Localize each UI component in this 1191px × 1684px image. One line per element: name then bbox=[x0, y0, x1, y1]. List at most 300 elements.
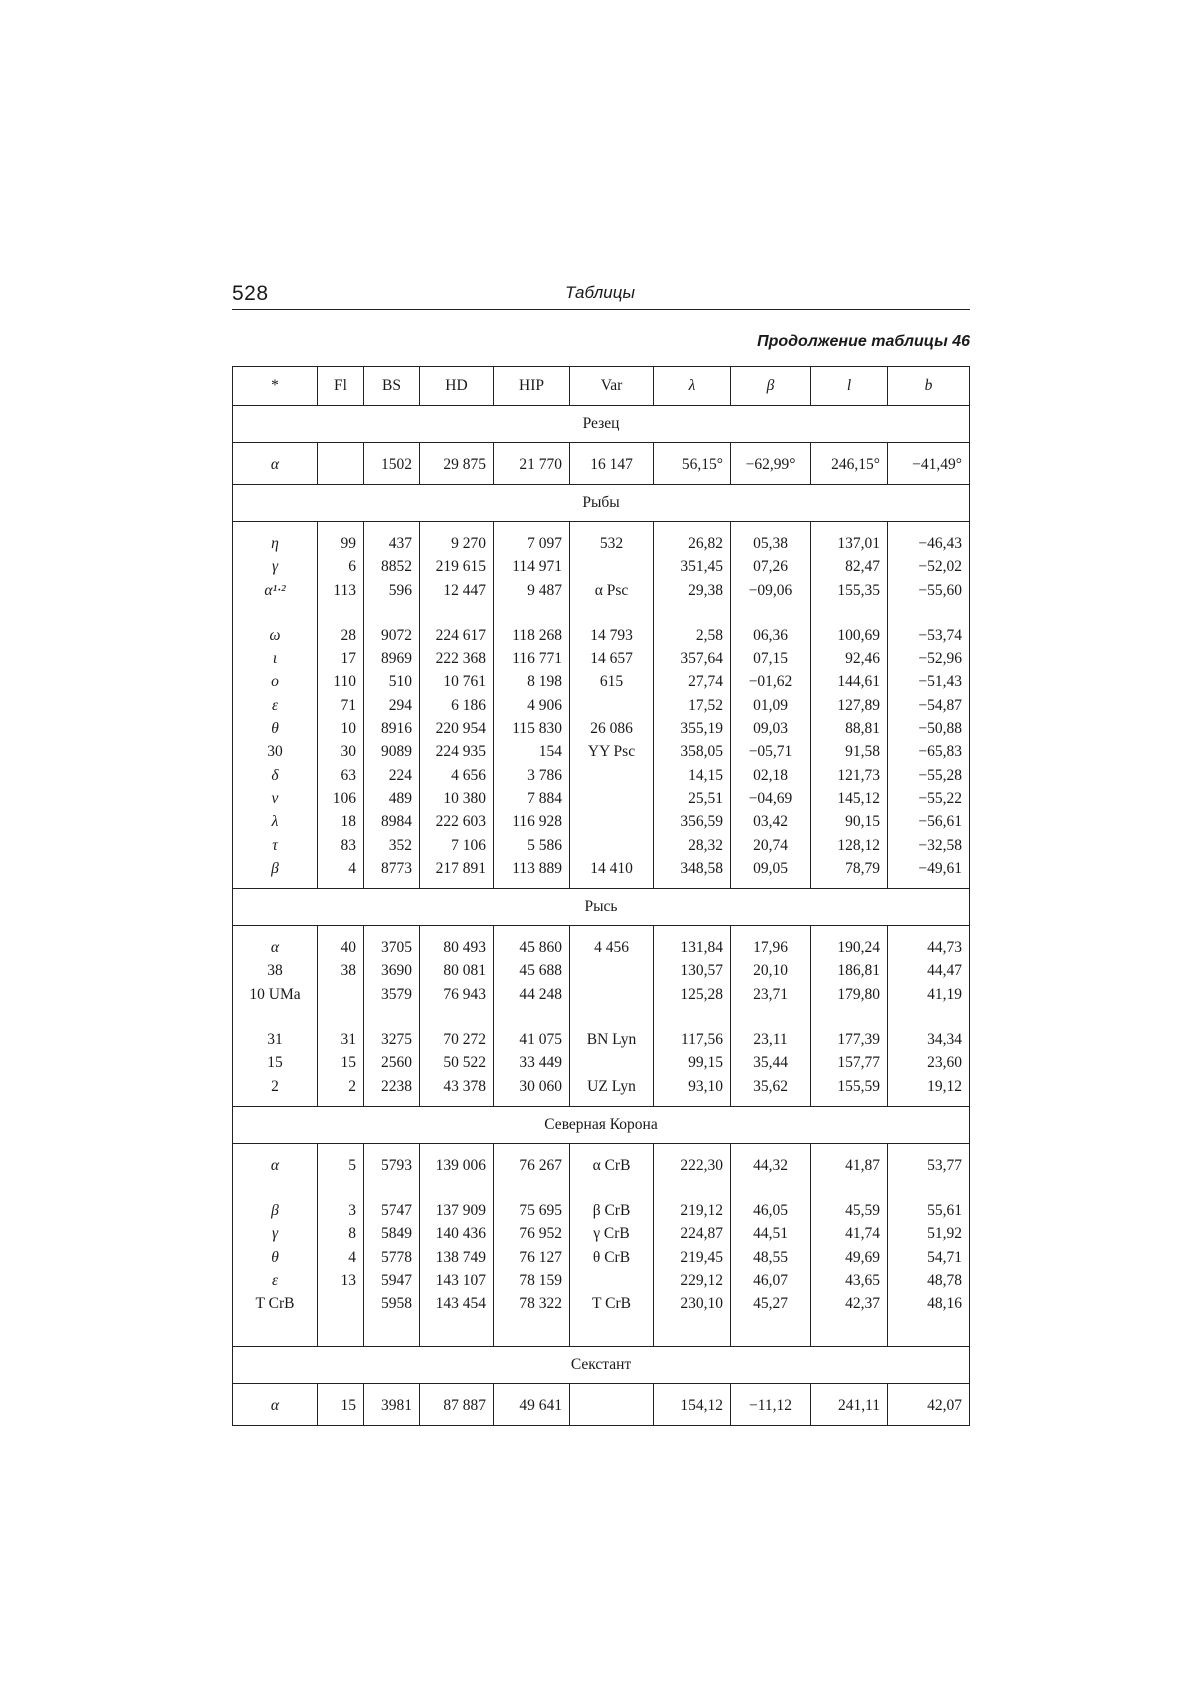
cell-star: θ bbox=[233, 717, 318, 740]
cell-b: 44,47 bbox=[888, 960, 970, 983]
cell-var bbox=[570, 556, 654, 579]
group-spacer-row bbox=[233, 1178, 970, 1200]
spacer-cell bbox=[570, 602, 654, 624]
cell-l: 145,12 bbox=[811, 787, 888, 810]
cell-bs: 8852 bbox=[364, 556, 420, 579]
cell-bs: 5849 bbox=[364, 1223, 420, 1246]
cell-star: ω bbox=[233, 624, 318, 647]
cell-hd: 4 656 bbox=[420, 764, 494, 787]
cell-fl: 38 bbox=[318, 960, 364, 983]
cell-fl: 40 bbox=[318, 926, 364, 960]
table-row bbox=[233, 1246, 970, 1269]
table-row bbox=[233, 1293, 970, 1324]
cell-bs: 596 bbox=[364, 579, 420, 602]
spacer-cell bbox=[318, 1178, 364, 1200]
cell-beta: 20,10 bbox=[731, 960, 811, 983]
cell-l: 49,69 bbox=[811, 1246, 888, 1269]
cell-star: β bbox=[233, 857, 318, 889]
cell-star: 31 bbox=[233, 1028, 318, 1051]
cell-beta: −11,12 bbox=[731, 1384, 811, 1426]
cell-lambda: 219,12 bbox=[654, 1200, 731, 1223]
cell-hip: 76 267 bbox=[494, 1144, 570, 1178]
cell-hip: 116 771 bbox=[494, 647, 570, 670]
header-cell-hd: HD bbox=[420, 367, 494, 406]
running-title: Таблицы bbox=[565, 283, 635, 302]
cell-hd: 80 493 bbox=[420, 926, 494, 960]
cell-b: −54,87 bbox=[888, 694, 970, 717]
cell-star: ε bbox=[233, 1269, 318, 1292]
spacer-cell bbox=[233, 602, 318, 624]
cell-star: α bbox=[233, 1144, 318, 1178]
spacer-cell bbox=[731, 602, 811, 624]
cell-lambda: 26,82 bbox=[654, 522, 731, 556]
table-row bbox=[233, 647, 970, 670]
spacer-cell bbox=[811, 1178, 888, 1200]
cell-star: α¹·² bbox=[233, 579, 318, 602]
cell-hd: 224 935 bbox=[420, 741, 494, 764]
cell-hd: 70 272 bbox=[420, 1028, 494, 1051]
cell-beta: 44,51 bbox=[731, 1223, 811, 1246]
cell-beta: 46,05 bbox=[731, 1200, 811, 1223]
cell-fl: 106 bbox=[318, 787, 364, 810]
cell-beta: 46,07 bbox=[731, 1269, 811, 1292]
spacer-cell bbox=[731, 1006, 811, 1028]
cell-var: 14 657 bbox=[570, 647, 654, 670]
header-cell-l: l bbox=[811, 367, 888, 406]
cell-b: 34,34 bbox=[888, 1028, 970, 1051]
cell-b: −50,88 bbox=[888, 717, 970, 740]
spacer-cell bbox=[494, 1006, 570, 1028]
cell-star: η bbox=[233, 522, 318, 556]
cell-fl: 4 bbox=[318, 1246, 364, 1269]
cell-fl: 18 bbox=[318, 811, 364, 834]
cell-hip: 21 770 bbox=[494, 443, 570, 485]
cell-lambda: 351,45 bbox=[654, 556, 731, 579]
cell-fl: 63 bbox=[318, 764, 364, 787]
cell-bs: 5958 bbox=[364, 1293, 420, 1324]
cell-star: 2 bbox=[233, 1075, 318, 1107]
cell-hd: 6 186 bbox=[420, 694, 494, 717]
table-body bbox=[233, 406, 970, 1426]
spacer-cell bbox=[570, 1006, 654, 1028]
cell-bs: 3275 bbox=[364, 1028, 420, 1051]
section-header-row bbox=[233, 889, 970, 926]
cell-beta: 35,62 bbox=[731, 1075, 811, 1107]
cell-beta: −04,69 bbox=[731, 787, 811, 810]
cell-var: 14 793 bbox=[570, 624, 654, 647]
cell-b: 19,12 bbox=[888, 1075, 970, 1107]
cell-var: 532 bbox=[570, 522, 654, 556]
cell-bs: 5778 bbox=[364, 1246, 420, 1269]
table-caption: Продолжение таблицы 46 bbox=[757, 333, 970, 350]
spacer-cell bbox=[233, 1324, 318, 1347]
spacer-cell bbox=[420, 602, 494, 624]
cell-l: 155,35 bbox=[811, 579, 888, 602]
cell-var: 14 410 bbox=[570, 857, 654, 889]
cell-b: 48,78 bbox=[888, 1269, 970, 1292]
cell-b: 48,16 bbox=[888, 1293, 970, 1324]
cell-lambda: 230,10 bbox=[654, 1293, 731, 1324]
cell-beta: 35,44 bbox=[731, 1052, 811, 1075]
cell-star: T CrB bbox=[233, 1293, 318, 1324]
cell-l: 177,39 bbox=[811, 1028, 888, 1051]
cell-var: T CrB bbox=[570, 1293, 654, 1324]
cell-fl: 71 bbox=[318, 694, 364, 717]
cell-hd: 12 447 bbox=[420, 579, 494, 602]
cell-lambda: 356,59 bbox=[654, 811, 731, 834]
cell-var bbox=[570, 694, 654, 717]
table-row bbox=[233, 1200, 970, 1223]
cell-hip: 76 952 bbox=[494, 1223, 570, 1246]
table-row bbox=[233, 741, 970, 764]
cell-fl bbox=[318, 1293, 364, 1324]
cell-b: 42,07 bbox=[888, 1384, 970, 1426]
cell-bs: 224 bbox=[364, 764, 420, 787]
header-cell-hip: HIP bbox=[494, 367, 570, 406]
cell-fl: 15 bbox=[318, 1384, 364, 1426]
cell-hip: 118 268 bbox=[494, 624, 570, 647]
cell-b: −56,61 bbox=[888, 811, 970, 834]
cell-l: 155,59 bbox=[811, 1075, 888, 1107]
cell-star: γ bbox=[233, 556, 318, 579]
table-row bbox=[233, 717, 970, 740]
header-cell-star: * bbox=[233, 367, 318, 406]
spacer-cell bbox=[318, 602, 364, 624]
cell-bs: 9072 bbox=[364, 624, 420, 647]
spacer-cell bbox=[731, 1178, 811, 1200]
cell-b: 51,92 bbox=[888, 1223, 970, 1246]
spacer-cell bbox=[570, 1178, 654, 1200]
cell-hip: 114 971 bbox=[494, 556, 570, 579]
table-row bbox=[233, 857, 970, 889]
cell-fl: 3 bbox=[318, 1200, 364, 1223]
cell-hip: 41 075 bbox=[494, 1028, 570, 1051]
cell-beta: 07,15 bbox=[731, 647, 811, 670]
cell-hip: 33 449 bbox=[494, 1052, 570, 1075]
cell-lambda: 130,57 bbox=[654, 960, 731, 983]
table-row bbox=[233, 1075, 970, 1107]
cell-l: 190,24 bbox=[811, 926, 888, 960]
cell-bs: 5747 bbox=[364, 1200, 420, 1223]
cell-beta: 06,36 bbox=[731, 624, 811, 647]
cell-b: −41,49° bbox=[888, 443, 970, 485]
cell-beta: 20,74 bbox=[731, 834, 811, 857]
cell-b: −49,61 bbox=[888, 857, 970, 889]
cell-var: 4 456 bbox=[570, 926, 654, 960]
cell-hd: 217 891 bbox=[420, 857, 494, 889]
cell-b: −55,22 bbox=[888, 787, 970, 810]
cell-bs: 2560 bbox=[364, 1052, 420, 1075]
table-row bbox=[233, 579, 970, 602]
cell-beta: −05,71 bbox=[731, 741, 811, 764]
cell-bs: 5947 bbox=[364, 1269, 420, 1292]
table-row bbox=[233, 1269, 970, 1292]
cell-bs: 9089 bbox=[364, 741, 420, 764]
cell-lambda: 224,87 bbox=[654, 1223, 731, 1246]
cell-beta: −01,62 bbox=[731, 671, 811, 694]
cell-star: 30 bbox=[233, 741, 318, 764]
cell-b: 44,73 bbox=[888, 926, 970, 960]
cell-b: 23,60 bbox=[888, 1052, 970, 1075]
header-cell-lambda: λ bbox=[654, 367, 731, 406]
cell-var: γ CrB bbox=[570, 1223, 654, 1246]
cell-bs: 8969 bbox=[364, 647, 420, 670]
group-spacer-row bbox=[233, 1324, 970, 1347]
header-cell-var: Var bbox=[570, 367, 654, 406]
cell-star: ο bbox=[233, 671, 318, 694]
cell-var: UZ Lyn bbox=[570, 1075, 654, 1107]
cell-beta: 23,11 bbox=[731, 1028, 811, 1051]
table-row bbox=[233, 671, 970, 694]
spacer-cell bbox=[318, 1324, 364, 1347]
cell-l: 41,74 bbox=[811, 1223, 888, 1246]
constellation-name: Рыбы bbox=[233, 485, 970, 522]
spacer-cell bbox=[364, 602, 420, 624]
cell-hd: 50 522 bbox=[420, 1052, 494, 1075]
cell-bs: 8773 bbox=[364, 857, 420, 889]
table-row bbox=[233, 1028, 970, 1051]
cell-star: θ bbox=[233, 1246, 318, 1269]
cell-hd: 10 380 bbox=[420, 787, 494, 810]
table-row bbox=[233, 811, 970, 834]
cell-beta: 02,18 bbox=[731, 764, 811, 787]
cell-hip: 8 198 bbox=[494, 671, 570, 694]
cell-l: 91,58 bbox=[811, 741, 888, 764]
spacer-cell bbox=[420, 1006, 494, 1028]
cell-lambda: 117,56 bbox=[654, 1028, 731, 1051]
cell-l: 246,15° bbox=[811, 443, 888, 485]
spacer-cell bbox=[811, 1324, 888, 1347]
cell-hip: 9 487 bbox=[494, 579, 570, 602]
cell-l: 121,73 bbox=[811, 764, 888, 787]
cell-l: 241,11 bbox=[811, 1384, 888, 1426]
cell-l: 43,65 bbox=[811, 1269, 888, 1292]
cell-hd: 80 081 bbox=[420, 960, 494, 983]
spacer-cell bbox=[420, 1178, 494, 1200]
cell-lambda: 358,05 bbox=[654, 741, 731, 764]
header-rule bbox=[232, 309, 970, 310]
table-row bbox=[233, 522, 970, 556]
cell-fl: 28 bbox=[318, 624, 364, 647]
cell-hip: 78 322 bbox=[494, 1293, 570, 1324]
cell-star: λ bbox=[233, 811, 318, 834]
cell-b: −32,58 bbox=[888, 834, 970, 857]
cell-lambda: 131,84 bbox=[654, 926, 731, 960]
cell-fl: 6 bbox=[318, 556, 364, 579]
cell-lambda: 355,19 bbox=[654, 717, 731, 740]
table-row bbox=[233, 694, 970, 717]
cell-bs: 3705 bbox=[364, 926, 420, 960]
cell-star: 10 UMa bbox=[233, 983, 318, 1006]
cell-bs: 5793 bbox=[364, 1144, 420, 1178]
cell-l: 92,46 bbox=[811, 647, 888, 670]
cell-bs: 2238 bbox=[364, 1075, 420, 1107]
cell-fl: 30 bbox=[318, 741, 364, 764]
cell-bs: 437 bbox=[364, 522, 420, 556]
cell-star: ε bbox=[233, 694, 318, 717]
cell-b: −65,83 bbox=[888, 741, 970, 764]
cell-var bbox=[570, 764, 654, 787]
cell-beta: 17,96 bbox=[731, 926, 811, 960]
cell-var: 615 bbox=[570, 671, 654, 694]
table-row bbox=[233, 556, 970, 579]
section-header-row bbox=[233, 485, 970, 522]
table-row bbox=[233, 834, 970, 857]
spacer-cell bbox=[233, 1006, 318, 1028]
cell-hip: 154 bbox=[494, 741, 570, 764]
constellation-name: Секстант bbox=[233, 1347, 970, 1384]
table-row bbox=[233, 1052, 970, 1075]
cell-bs: 3690 bbox=[364, 960, 420, 983]
cell-beta: 23,71 bbox=[731, 983, 811, 1006]
star-coordinates-table bbox=[232, 366, 970, 1426]
cell-l: 179,80 bbox=[811, 983, 888, 1006]
table-row bbox=[233, 926, 970, 960]
cell-hip: 75 695 bbox=[494, 1200, 570, 1223]
cell-var bbox=[570, 1384, 654, 1426]
cell-hd: 10 761 bbox=[420, 671, 494, 694]
cell-hd: 139 006 bbox=[420, 1144, 494, 1178]
cell-lambda: 25,51 bbox=[654, 787, 731, 810]
spacer-cell bbox=[888, 1324, 970, 1347]
cell-b: 55,61 bbox=[888, 1200, 970, 1223]
spacer-cell bbox=[570, 1324, 654, 1347]
cell-var bbox=[570, 811, 654, 834]
cell-star: ν bbox=[233, 787, 318, 810]
cell-hip: 45 860 bbox=[494, 926, 570, 960]
page-number: 528 bbox=[232, 282, 269, 305]
cell-lambda: 14,15 bbox=[654, 764, 731, 787]
cell-star: ι bbox=[233, 647, 318, 670]
cell-var: β CrB bbox=[570, 1200, 654, 1223]
table-row bbox=[233, 1384, 970, 1426]
spacer-cell bbox=[494, 1178, 570, 1200]
cell-hip: 116 928 bbox=[494, 811, 570, 834]
table-row bbox=[233, 764, 970, 787]
cell-l: 41,87 bbox=[811, 1144, 888, 1178]
cell-star: α bbox=[233, 1384, 318, 1426]
cell-hd: 143 454 bbox=[420, 1293, 494, 1324]
cell-beta: 07,26 bbox=[731, 556, 811, 579]
cell-lambda: 93,10 bbox=[654, 1075, 731, 1107]
cell-var: BN Lyn bbox=[570, 1028, 654, 1051]
cell-lambda: 154,12 bbox=[654, 1384, 731, 1426]
table-row bbox=[233, 1144, 970, 1178]
cell-var: YY Psc bbox=[570, 741, 654, 764]
cell-lambda: 219,45 bbox=[654, 1246, 731, 1269]
spacer-cell bbox=[364, 1178, 420, 1200]
cell-hip: 44 248 bbox=[494, 983, 570, 1006]
cell-b: 53,77 bbox=[888, 1144, 970, 1178]
spacer-cell bbox=[494, 602, 570, 624]
cell-l: 157,77 bbox=[811, 1052, 888, 1075]
cell-var: θ CrB bbox=[570, 1246, 654, 1269]
cell-fl: 17 bbox=[318, 647, 364, 670]
spacer-cell bbox=[494, 1324, 570, 1347]
cell-l: 88,81 bbox=[811, 717, 888, 740]
cell-b: 41,19 bbox=[888, 983, 970, 1006]
spacer-cell bbox=[654, 1178, 731, 1200]
cell-fl bbox=[318, 443, 364, 485]
cell-l: 78,79 bbox=[811, 857, 888, 889]
cell-fl: 5 bbox=[318, 1144, 364, 1178]
cell-fl: 2 bbox=[318, 1075, 364, 1107]
header-cell-bs: BS bbox=[364, 367, 420, 406]
spacer-cell bbox=[420, 1324, 494, 1347]
header-cell-b: b bbox=[888, 367, 970, 406]
cell-lambda: 27,74 bbox=[654, 671, 731, 694]
cell-hip: 115 830 bbox=[494, 717, 570, 740]
cell-lambda: 29,38 bbox=[654, 579, 731, 602]
cell-hd: 9 270 bbox=[420, 522, 494, 556]
cell-hd: 222 368 bbox=[420, 647, 494, 670]
spacer-cell bbox=[654, 1006, 731, 1028]
cell-bs: 3579 bbox=[364, 983, 420, 1006]
cell-bs: 3981 bbox=[364, 1384, 420, 1426]
cell-hip: 113 889 bbox=[494, 857, 570, 889]
cell-bs: 510 bbox=[364, 671, 420, 694]
cell-beta: 01,09 bbox=[731, 694, 811, 717]
group-spacer-row bbox=[233, 1006, 970, 1028]
cell-hd: 138 749 bbox=[420, 1246, 494, 1269]
cell-var: 16 147 bbox=[570, 443, 654, 485]
cell-star: τ bbox=[233, 834, 318, 857]
cell-hip: 45 688 bbox=[494, 960, 570, 983]
cell-beta: −09,06 bbox=[731, 579, 811, 602]
cell-hd: 143 107 bbox=[420, 1269, 494, 1292]
cell-b: −46,43 bbox=[888, 522, 970, 556]
cell-l: 90,15 bbox=[811, 811, 888, 834]
cell-var: 26 086 bbox=[570, 717, 654, 740]
table-row bbox=[233, 443, 970, 485]
spacer-cell bbox=[811, 602, 888, 624]
cell-l: 100,69 bbox=[811, 624, 888, 647]
cell-fl: 15 bbox=[318, 1052, 364, 1075]
cell-b: −52,96 bbox=[888, 647, 970, 670]
cell-fl: 4 bbox=[318, 857, 364, 889]
cell-bs: 8984 bbox=[364, 811, 420, 834]
cell-star: β bbox=[233, 1200, 318, 1223]
cell-l: 128,12 bbox=[811, 834, 888, 857]
cell-hd: 222 603 bbox=[420, 811, 494, 834]
cell-lambda: 28,32 bbox=[654, 834, 731, 857]
cell-fl: 99 bbox=[318, 522, 364, 556]
spacer-cell bbox=[731, 1324, 811, 1347]
cell-hip: 76 127 bbox=[494, 1246, 570, 1269]
cell-hip: 4 906 bbox=[494, 694, 570, 717]
cell-hip: 5 586 bbox=[494, 834, 570, 857]
cell-hd: 137 909 bbox=[420, 1200, 494, 1223]
cell-b: 54,71 bbox=[888, 1246, 970, 1269]
cell-beta: 03,42 bbox=[731, 811, 811, 834]
cell-star: γ bbox=[233, 1223, 318, 1246]
cell-fl: 110 bbox=[318, 671, 364, 694]
cell-fl: 10 bbox=[318, 717, 364, 740]
cell-hd: 43 378 bbox=[420, 1075, 494, 1107]
spacer-cell bbox=[318, 1006, 364, 1028]
cell-hd: 224 617 bbox=[420, 624, 494, 647]
cell-hip: 49 641 bbox=[494, 1384, 570, 1426]
cell-beta: 09,05 bbox=[731, 857, 811, 889]
cell-l: 144,61 bbox=[811, 671, 888, 694]
table-row bbox=[233, 624, 970, 647]
cell-l: 42,37 bbox=[811, 1293, 888, 1324]
constellation-name: Рысь bbox=[233, 889, 970, 926]
cell-hd: 140 436 bbox=[420, 1223, 494, 1246]
spacer-cell bbox=[364, 1324, 420, 1347]
cell-lambda: 17,52 bbox=[654, 694, 731, 717]
cell-fl: 113 bbox=[318, 579, 364, 602]
